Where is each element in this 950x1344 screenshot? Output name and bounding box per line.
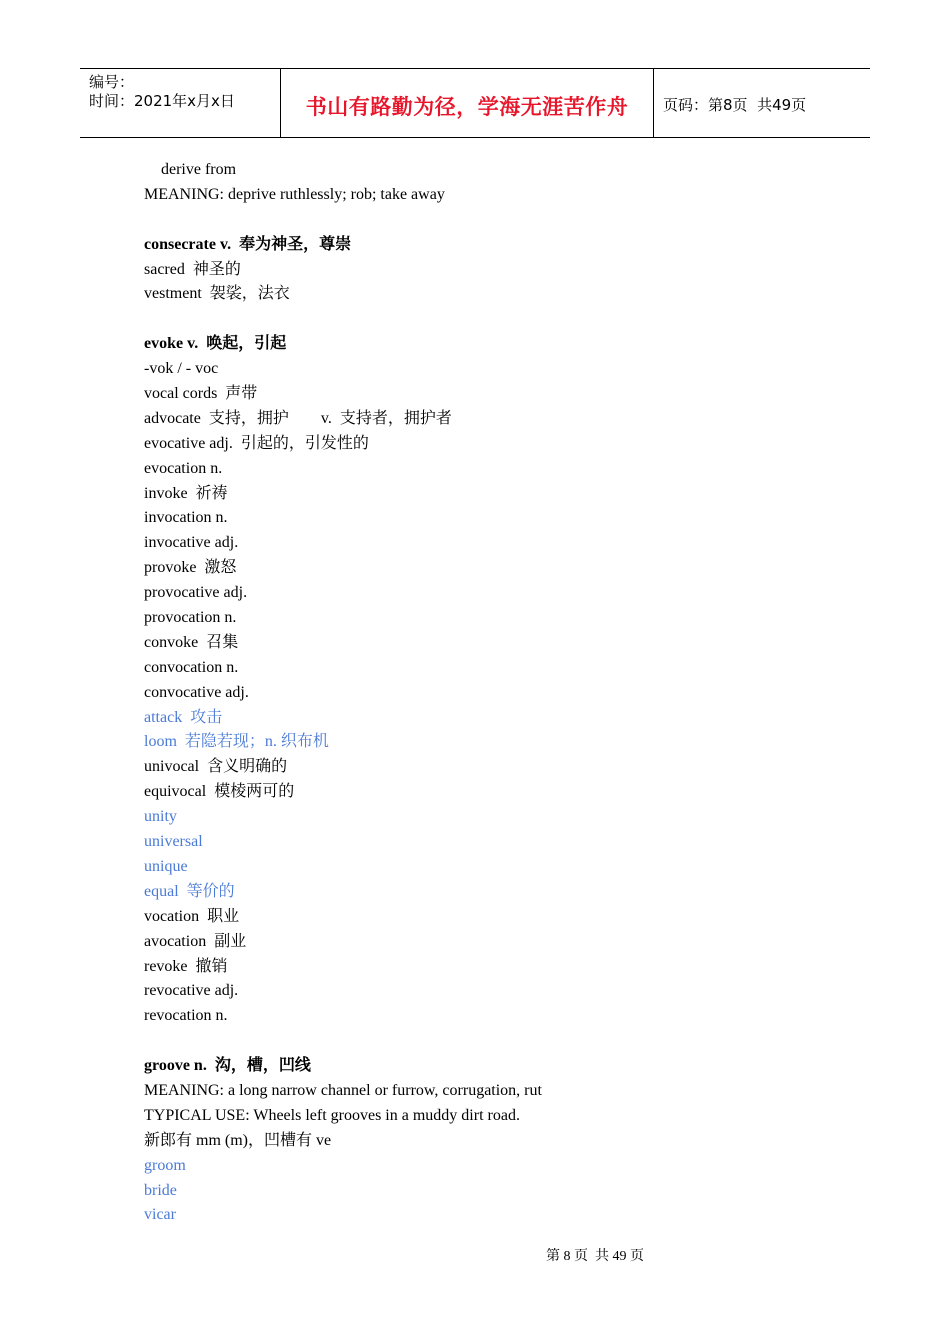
blank-line bbox=[144, 208, 844, 233]
vocab-line: advocate 支持，拥护 v. 支持者，拥护者 bbox=[144, 409, 452, 427]
vocab-line: groom bbox=[144, 1156, 186, 1174]
vocab-line: revocation n. bbox=[144, 1007, 228, 1025]
vocab-line: vocal cords 声带 bbox=[144, 385, 258, 403]
vocab-line: revocative adj. bbox=[144, 982, 239, 1000]
vocab-line: vestment 袈裟，法衣 bbox=[144, 285, 290, 303]
vocab-line: invocative adj. bbox=[144, 534, 239, 552]
vocab-line: evocative adj. 引起的，引发性的 bbox=[144, 434, 369, 452]
entry-headword: evoke v. 唤起，引起 bbox=[144, 335, 287, 353]
vocab-line: invocation n. bbox=[144, 509, 228, 527]
vocab-line: derive from bbox=[161, 161, 237, 178]
vocab-line: 新郎有 mm (m)，凹槽有 ve bbox=[144, 1131, 332, 1149]
vocab-line: evocation n. bbox=[144, 459, 223, 477]
vocab-line: univocal 含义明确的 bbox=[144, 758, 288, 776]
vocab-line: equivocal 模棱两可的 bbox=[144, 783, 295, 801]
vocab-line: revoke 撤销 bbox=[144, 957, 228, 975]
vocab-line: unique bbox=[144, 857, 188, 875]
entry-headword: consecrate v. 奉为神圣，尊崇 bbox=[144, 235, 352, 253]
vocab-line: TYPICAL USE: Wheels left grooves in a muddy dirt road. bbox=[144, 1106, 520, 1124]
header-meta-cell bbox=[80, 69, 281, 137]
vocab-line: avocation 副业 bbox=[144, 932, 247, 950]
vocabulary-content bbox=[144, 158, 844, 1228]
vocab-line: vicar bbox=[144, 1206, 176, 1224]
vocab-line: vocation 职业 bbox=[144, 907, 240, 925]
vocab-line: bride bbox=[144, 1181, 177, 1199]
vocab-line: -vok / - voc bbox=[144, 360, 219, 378]
page-footer: 第 8 页 共 49 页 bbox=[546, 1249, 644, 1264]
vocab-line: provocation n. bbox=[144, 609, 237, 627]
vocab-line: universal bbox=[144, 833, 203, 851]
vocab-line: convocative adj. bbox=[144, 683, 249, 701]
blank-line bbox=[144, 1029, 844, 1054]
vocab-line: invoke 祈祷 bbox=[144, 484, 228, 502]
vocab-line: unity bbox=[144, 808, 177, 826]
header-page-cell bbox=[654, 69, 870, 137]
vocab-line: MEANING: deprive ruthlessly; rob; take away bbox=[144, 185, 445, 203]
document-date-label: 时间：2021年x月x日 bbox=[89, 92, 235, 110]
header-page-info: 页码：第8页 共49页 bbox=[663, 96, 807, 114]
vocab-line: provocative adj. bbox=[144, 584, 248, 602]
header-motto-cell bbox=[281, 69, 654, 137]
vocab-line: convocation n. bbox=[144, 658, 239, 676]
document-header bbox=[80, 68, 870, 138]
vocab-line: sacred 神圣的 bbox=[144, 260, 241, 278]
vocab-line: equal 等价的 bbox=[144, 882, 235, 900]
document-number-label: 编号： bbox=[89, 73, 135, 91]
vocab-line: attack 攻击 bbox=[144, 708, 223, 726]
vocab-line: provoke 激怒 bbox=[144, 559, 237, 577]
vocab-line: convoke 召集 bbox=[144, 633, 239, 651]
vocab-line: loom 若隐若现；n. 织布机 bbox=[144, 733, 329, 751]
blank-line bbox=[144, 307, 844, 332]
vocab-line: MEANING: a long narrow channel or furrow, corrugation, rut bbox=[144, 1081, 542, 1099]
entry-headword: groove n. 沟，槽，凹线 bbox=[144, 1057, 311, 1075]
header-motto: 书山有路勤为径，学海无涯苦作舟 bbox=[305, 95, 629, 119]
